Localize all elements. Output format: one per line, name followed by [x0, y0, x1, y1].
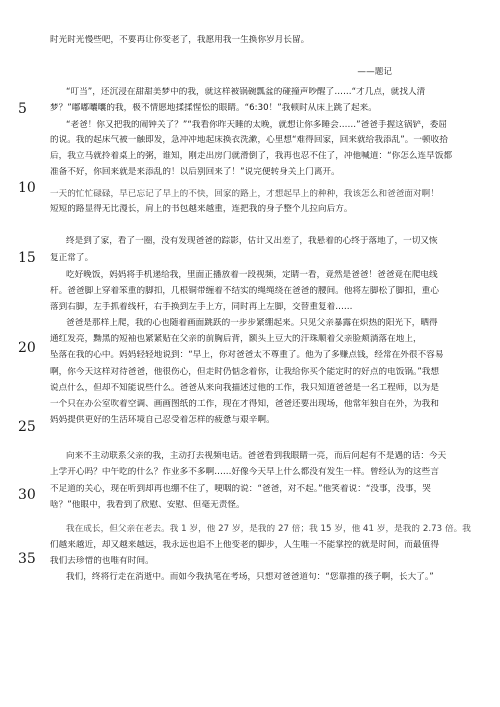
- paragraph-line: 啥？”他眼中，我看到了欣慰、安慰、但毫无责怪。: [50, 500, 245, 510]
- paragraph-line: 落到右脚，左手抓着线杆，右手换到左手上方，同时再上左脚，交替重复着……: [50, 302, 353, 312]
- paragraph-line: “老爸！你又把我的闹钟关了？”“我看你昨天睡的太晚，就想让你多睡会……”爸爸手握这锅铲，委屈: [66, 120, 448, 130]
- paragraph-line: 不足道的关心，现在听到却再也绷不住了，哽咽的说：“爸爸，对不起。”他笑着说：“没事，没事，哭: [50, 484, 431, 494]
- paragraph-line: 后，我立马就拎着桌上的粥，谁知，刚走出房门就滑倒了，我再也忍不住了，冲他喊道：“你怎么连早饭都: [50, 151, 453, 161]
- paragraph-line: 吃好晚饭，妈妈将手机递给我，里面正播放着一段视频，定睛一看，竟然是爸爸！爸爸竟在爬电线: [66, 270, 438, 280]
- paragraph-line: 复正常了。: [50, 253, 94, 263]
- paragraph-line: 啊，你今天这样对待爸爸，他很伤心，但走时仍惦念着你，让我给你买个能定时的好点的电饭锅。”我想: [50, 367, 440, 377]
- paragraph-line: 上学开心吗？中午吃的什么？作业多不多啊……好像今天早上什么都没有发生一样。曾经认为的这些言: [50, 467, 439, 477]
- paragraph-line: 们越来越近，却又越来越远，我永远也追不上他变老的脚步，人生唯一不能掌控的就是时间，而最值得: [50, 540, 439, 550]
- paragraph-line: 妈妈提供更好的生活环境自己忍受着怎样的疲惫与艰辛啊。: [50, 415, 275, 425]
- paragraph-line: 向来不主动联系父亲的我，主动打去视频电话。爸爸看到我眼睛一亮，而后问起有不是遇的话：今天: [66, 451, 447, 461]
- paragraph-line: 爸爸是那样上爬，我的心也随着画面跳跃的一步步紧绷起来。只见父亲暴露在炽热的阳光下，晒得: [66, 318, 438, 328]
- epigraph-text: 时光时光慢些吧，不要再让你变老了，我愿用我一生换你岁月长留。: [50, 35, 310, 45]
- paragraph-line: 的说。我的起床气被一触即发，急冲冲地起床换衣洗漱，心里想“难得回家，回来就给我添乱”。一顿收拾: [50, 135, 448, 145]
- line-number: 20: [18, 340, 36, 356]
- line-number: 15: [18, 250, 36, 266]
- paragraph-line: 一天的忙忙碌碌，早已忘记了早上的不快，回家的路上，才想起早上的种种，我该怎么和爸爸面对啊！: [50, 189, 439, 199]
- paragraph-line: 说点什么，但却不知能说些什么。爸爸从来向我描述过他的工作，我只知道爸爸是一名工程师，以为是: [50, 383, 439, 393]
- line-number: 25: [18, 419, 36, 435]
- paragraph-line: 短短的路显得无比漫长，肩上的书包越来越重，连把我的身子整个儿拉向后方。: [50, 204, 353, 214]
- line-number: 10: [18, 180, 36, 196]
- paragraph-line: 通红发亮，黝黑的短袖也紧紧贴在父亲的前胸后背，额头上豆大的汗珠顺着父亲脸颊淌落在地上，: [50, 334, 422, 344]
- paragraph-line: 终是到了家，看了一圈，没有发现爸爸的踪影，估计又出差了，我悬着的心终于落地了，一切又恢: [66, 236, 438, 246]
- paragraph-line: 杆。爸爸脚上穿着笨重的脚扣，几根铜带缠着不结实的绳绳绕在爸爸的腰间。他将左脚松了脚扣，重心: [50, 286, 439, 296]
- line-number: 30: [18, 487, 36, 503]
- paragraph-line: 我们，终将行走在消逝中。而如今我执笔在考场，只想对爸爸道句：“您靠推的孩子啊，长大了。”: [66, 572, 434, 582]
- paragraph-line: 一个只在办公室吹着空调、画画图纸的工作，现在才得知，爸爸还要出现场，他常年独自在外，为我和: [50, 399, 439, 409]
- paragraph-line: “叮当”，还沉浸在甜甜美梦中的我，就这样被锅碗瓢盆的碰撞声吵醒了……“才几点，就找人清: [66, 87, 426, 97]
- paragraph-line: 梦？”嘟嘟囔囔的我，极不情愿地揉揉惺忪的眼睛。“6:30！”我顿时从床上跳了起来。: [50, 103, 377, 113]
- paragraph-line: 准备不好，你回来就是来添乱的！以后别回来了！”说完便转身关上门离开。: [50, 167, 340, 177]
- line-number: 35: [18, 551, 36, 567]
- line-number: 5: [18, 101, 27, 117]
- epigraph-attribution: ——题记: [357, 67, 392, 77]
- paragraph-line: 我们去珍惜的也唯有时间。: [50, 556, 154, 566]
- paragraph-line: 我在成长，但父亲在老去。我 1 岁，他 27 岁，是我的 27 倍；我 15 岁，他 41 岁，是我的 2.73 倍。我: [66, 524, 471, 534]
- paragraph-line: 坠落在我的心中。妈妈轻轻地说到：“早上，你对爸爸太不尊重了。他为了多赚点钱，经常在外很不容易: [50, 350, 444, 360]
